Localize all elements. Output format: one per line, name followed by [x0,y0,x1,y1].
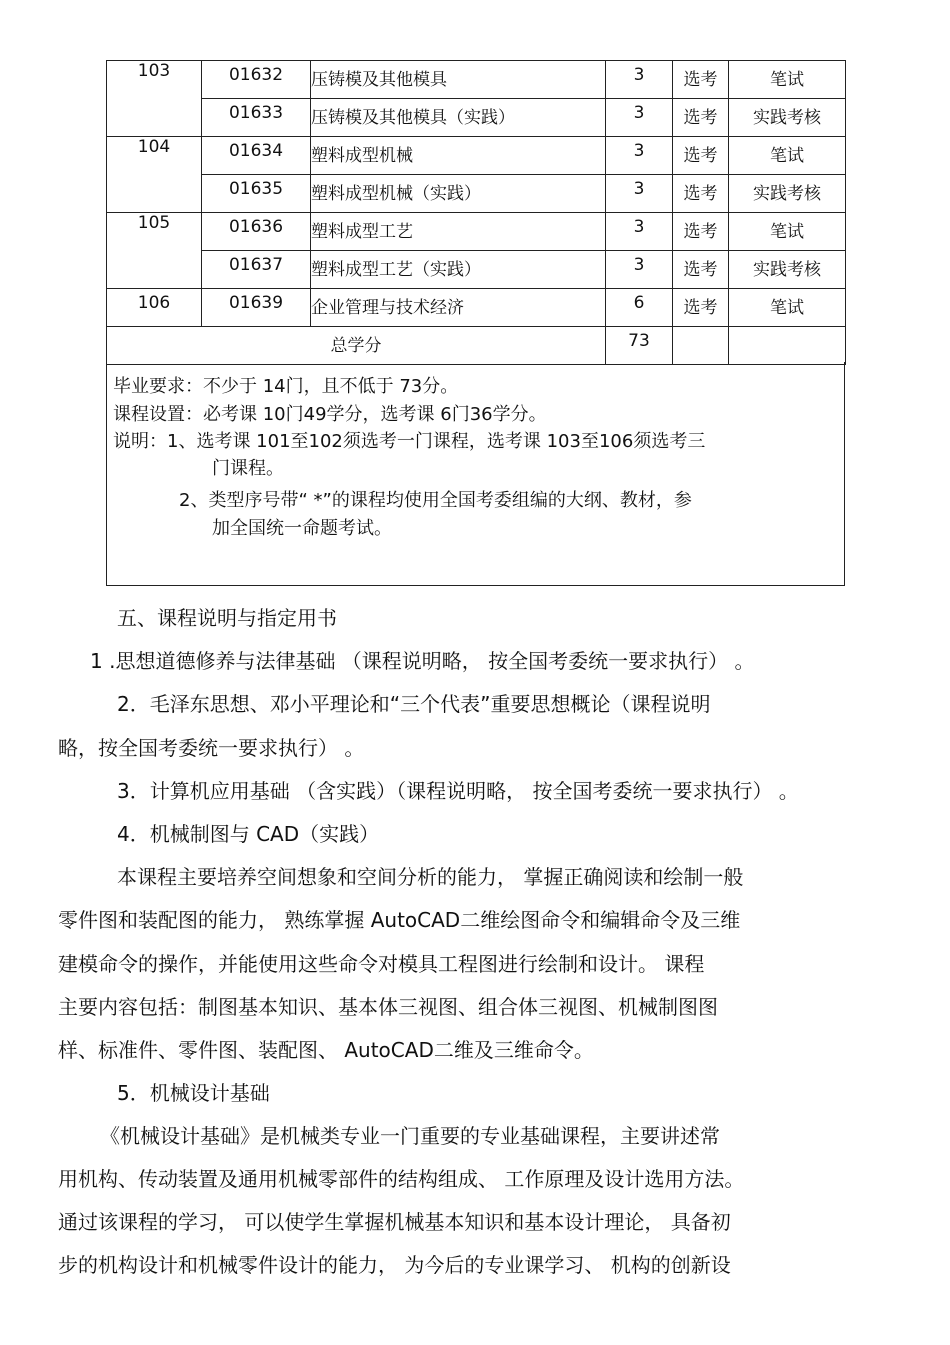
credit-cell: 3 [606,99,673,137]
total-value: 73 [606,327,673,365]
graduation-requirement: 毕业要求：不少于 14门，且不低于 73分。 [113,376,459,397]
group-cell: 106 [107,289,202,327]
code-cell: 01636 [202,213,311,251]
exam-cell: 笔试 [729,61,846,99]
note-item-1: 说明：1、选考课 101至102须选考一门课程，选考课 103至106须选考三 [113,431,706,452]
type-cell: 选考 [673,175,729,213]
paragraph-line: 步的机构设计和机械零件设计的能力， 为今后的专业课学习、 机构的创新设 [58,1253,731,1277]
empty-cell [673,327,729,365]
note-item-2-cont: 加全国统一命题考试。 [212,518,392,539]
code-cell: 01634 [202,137,311,175]
course-item-2: 2．毛泽东思想、邓小平理论和“三个代表”重要思想概论（课程说明 [117,692,711,716]
course-item-2-cont: 略，按全国考委统一要求执行） 。 [58,736,365,760]
group-cell: 103 [107,61,202,137]
paragraph-line: 用机构、传动装置及通用机械零部件的结构组成、 工作原理及设计选用方法。 [58,1167,745,1191]
code-cell: 01632 [202,61,311,99]
note-item-1-cont: 门课程。 [212,458,284,479]
group-cell: 105 [107,213,202,289]
paragraph-line: 通过该课程的学习， 可以使学生掌握机械基本知识和基本设计理论， 具备初 [58,1210,731,1234]
exam-cell: 笔试 [729,213,846,251]
exam-cell: 实践考核 [729,251,846,289]
course-item-3: 3．计算机应用基础 （含实践）（课程说明略， 按全国考委统一要求执行） 。 [117,779,799,803]
code-cell: 01635 [202,175,311,213]
table-row [107,99,846,137]
table-row [107,251,846,289]
course-table [106,60,846,365]
paragraph-line: 零件图和装配图的能力， 熟练掌握 AutoCAD二维绘图命令和编辑命令及三维 [58,908,741,932]
paragraph-line: 样、标准件、零件图、装配图、 AutoCAD二维及三维命令。 [58,1038,594,1062]
paragraph-line: 建模命令的操作，并能使用这些命令对模具工程图进行绘制和设计。 课程 [58,952,705,976]
credit-cell: 3 [606,137,673,175]
course-item-5: 5．机械设计基础 [117,1081,270,1105]
code-cell: 01639 [202,289,311,327]
table-row [107,289,846,327]
name-cell: 塑料成型机械 [311,137,606,175]
type-cell: 选考 [673,213,729,251]
code-cell: 01637 [202,251,311,289]
course-item-1: 1 .思想道德修养与法律基础 （课程说明略， 按全国考委统一要求执行） 。 [90,649,755,673]
credit-cell: 3 [606,61,673,99]
note-item-2: 2、类型序号带“ *”的课程均使用全国考委组编的大纲、教材，参 [179,490,692,511]
course-setting: 课程设置：必考课 10门49学分，选考课 6门36学分。 [113,404,547,425]
name-cell: 塑料成型工艺 [311,213,606,251]
requirements-box [106,362,845,586]
type-cell: 选考 [673,251,729,289]
table-row [107,213,846,251]
name-cell: 压铸模及其他模具（实践） [311,99,606,137]
name-cell: 压铸模及其他模具 [311,61,606,99]
paragraph-line: 《机械设计基础》是机械类专业一门重要的专业基础课程，主要讲述常 [100,1124,720,1148]
type-cell: 选考 [673,289,729,327]
group-cell: 104 [107,137,202,213]
name-cell: 塑料成型工艺（实践） [311,251,606,289]
credit-cell: 3 [606,213,673,251]
exam-cell: 实践考核 [729,99,846,137]
credit-cell: 6 [606,289,673,327]
total-label: 总学分 [107,327,606,365]
code-cell: 01633 [202,99,311,137]
section-title: 五、课程说明与指定用书 [117,606,337,630]
table-row [107,137,846,175]
exam-cell: 笔试 [729,137,846,175]
empty-cell [729,327,846,365]
exam-cell: 实践考核 [729,175,846,213]
type-cell: 选考 [673,137,729,175]
total-row [107,327,846,365]
type-cell: 选考 [673,99,729,137]
paragraph-line: 本课程主要培养空间想象和空间分析的能力， 掌握正确阅读和绘制一般 [117,865,744,889]
name-cell: 企业管理与技术经济 [311,289,606,327]
course-item-4: 4．机械制图与 CAD（实践） [117,822,380,846]
paragraph-line: 主要内容包括：制图基本知识、基本体三视图、组合体三视图、机械制图图 [58,995,718,1019]
exam-cell: 笔试 [729,289,846,327]
credit-cell: 3 [606,251,673,289]
credit-cell: 3 [606,175,673,213]
name-cell: 塑料成型机械（实践） [311,175,606,213]
table-row [107,175,846,213]
table-row [107,61,846,99]
type-cell: 选考 [673,61,729,99]
